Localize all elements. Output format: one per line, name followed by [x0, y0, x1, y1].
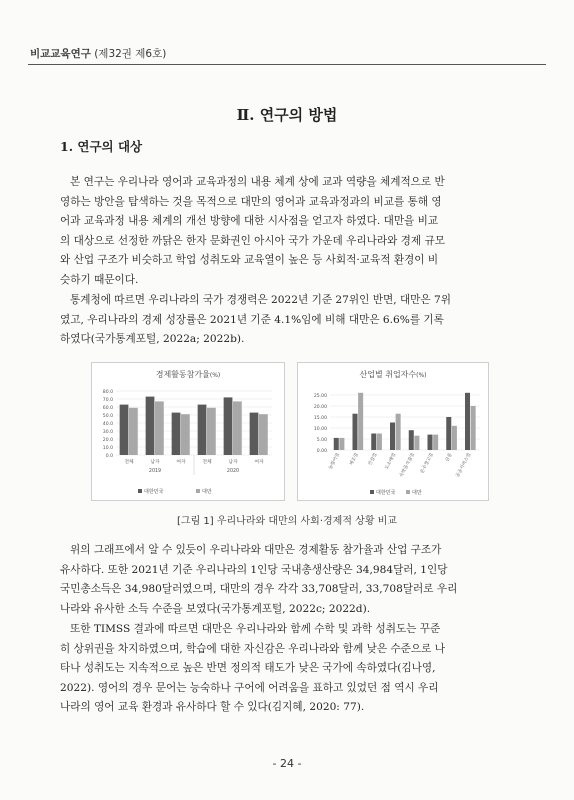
y-tick-label: 0.0	[105, 454, 113, 459]
paragraph-1	[60, 173, 514, 291]
bar-taiwan	[181, 414, 190, 455]
y-tick-label: 30.0	[102, 430, 113, 435]
bar-taiwan	[259, 414, 268, 455]
text-line: 어과 교육과정 내용 체계의 개선 방향에 대한 시사점을 얻고자 하였다. 대만을 비교	[60, 215, 439, 228]
text-line: 나라와 유사한 소득 수준을 보였다(국가통계포털, 2022c; 2022d).	[60, 602, 371, 615]
chart-title: 경제활동참가율(%)	[155, 370, 221, 379]
text-line: 국민총소득은 34,980달러였으며, 대만의 경우 각각 33,708달러, 33,708달러로 우리	[60, 583, 458, 596]
bar-korea	[371, 434, 376, 451]
y-tick-label: 40.0	[102, 422, 113, 427]
bar-taiwan	[433, 435, 438, 450]
x-tick-label: 숙박음식점업	[399, 452, 417, 479]
text-line: 통계청에 따르면 우리나라의 국가 경쟁력은 2022년 기준 27위인 반면, 대만은 7위	[70, 294, 451, 306]
legend-swatch	[406, 490, 410, 494]
figure-caption: [그림 1] 우리나라와 대만의 사회·경제적 상황 비교	[177, 516, 397, 527]
bar-taiwan	[358, 393, 363, 450]
x-tick-label: 도소매업	[384, 452, 398, 471]
bar-korea	[172, 413, 181, 455]
bar-korea	[120, 405, 129, 455]
subsection-title: 1. 연구의 대상	[60, 139, 143, 154]
bar-taiwan	[452, 426, 457, 450]
text-line: 히 상위권을 차지하였으며, 학습에 대한 자신감은 우리나라와 함께 낮은 수준으로 나	[60, 642, 445, 655]
bar-taiwan	[207, 408, 216, 455]
chart-title: 산업별 취업자수(%)	[359, 370, 427, 379]
text-line: 나라의 영어 교육 환경과 유사하다 할 수 있다(김지혜, 2020: 77).	[60, 701, 365, 714]
y-tick-label: 20.00	[313, 405, 327, 410]
bar-taiwan	[377, 434, 382, 451]
bar-taiwan	[129, 408, 138, 455]
bar-korea	[465, 393, 470, 450]
x-group-label: 2020	[226, 469, 240, 474]
x-tick-label: 여자	[176, 460, 186, 465]
legend-label: 대한민국	[144, 489, 164, 495]
legend-label: 대한민국	[376, 490, 396, 496]
bar-korea	[250, 413, 259, 455]
chart-plot	[92, 363, 284, 500]
y-tick-label: 20.0	[102, 438, 113, 443]
y-tick-label: 70.0	[102, 398, 113, 403]
bar-taiwan	[471, 406, 476, 450]
header-rule	[28, 64, 546, 65]
text-line: 의 대상으로 선정한 까닭은 한자 문화권인 아시아 국가 가운데 우리나라와 경제 규모	[60, 234, 445, 247]
y-tick-label: 25.00	[313, 394, 327, 399]
bar-korea	[146, 397, 155, 455]
x-group-label: 2019	[148, 469, 162, 474]
text-line: 와 산업 구조가 비슷하고 학업 성취도와 교육열이 높은 등 사회적·교육적 환경이 비	[60, 254, 439, 267]
bar-taiwan	[396, 414, 401, 450]
bar-taiwan	[414, 436, 419, 450]
text-line: 타나 성취도는 지속적으로 높은 반면 정의적 태도가 낮은 국가에 속하였다(김나영,	[60, 662, 436, 675]
page-number: - 24 -	[272, 757, 302, 770]
chart-employment-by-industry	[297, 362, 489, 501]
bar-korea	[198, 405, 207, 455]
bar-korea	[428, 435, 433, 450]
bar-korea	[390, 423, 395, 451]
text-line: 본 연구는 우리나라 영어과 교육과정의 내용 체계 상에 교과 역량을 체계적으로 반	[70, 176, 445, 188]
chart-plot	[298, 363, 488, 500]
y-tick-label: 10.0	[102, 446, 113, 451]
text-line: 유사하다. 또한 2021년 기준 우리나라의 1인당 국내총생산량은 34,984달러, 1인당	[60, 563, 448, 576]
text-line: 영하는 방안을 탐색하는 것을 목적으로 대만의 영어과 교육과정과의 비교를 통해 영	[60, 195, 442, 208]
legend-label: 대만	[412, 490, 422, 496]
bar-taiwan	[233, 401, 242, 455]
y-tick-label: 10.00	[313, 427, 327, 432]
paragraph-2	[60, 291, 514, 350]
paragraph-3	[60, 541, 514, 619]
x-tick-label: 금융	[445, 452, 454, 463]
legend-swatch	[370, 490, 374, 494]
text-line: 였고, 우리나라의 경제 성장률은 2021년 기준 4.1%임에 비해 대만은 6.6%를 기록	[60, 313, 444, 326]
legend-swatch	[138, 489, 142, 493]
y-tick-label: 80.0	[102, 390, 113, 395]
running-header	[30, 46, 166, 61]
bar-taiwan	[339, 438, 344, 450]
text-line: 슷하기 때문이다.	[60, 273, 139, 286]
text-line: 위의 그래프에서 알 수 있듯이 우리나라와 대만은 경제활동 참가율과 산업 구조가	[70, 544, 442, 556]
bar-korea	[409, 430, 414, 450]
journal-name: 비교교육연구	[30, 48, 91, 60]
bar-korea	[224, 397, 233, 455]
paragraph-4	[60, 620, 514, 718]
bar-taiwan	[155, 401, 164, 455]
y-tick-label: 50.0	[102, 414, 113, 419]
x-tick-label: 공공서비스업	[455, 452, 473, 479]
text-line: 2022). 영어의 경우 문어는 능숙하나 구어에 어려움을 표하고 있었던 점 역시 우리	[60, 681, 439, 694]
bar-korea	[446, 417, 451, 450]
x-tick-label: 여자	[254, 460, 264, 465]
text-line: 하였다(국가통계포털, 2022a; 2022b).	[60, 333, 245, 346]
x-tick-label: 제조업	[349, 452, 360, 467]
bar-korea	[353, 414, 358, 450]
x-tick-label: 농림어업	[328, 452, 342, 471]
legend-label: 대만	[202, 489, 212, 495]
x-tick-label: 전체	[202, 460, 212, 465]
y-tick-label: 15.00	[313, 416, 327, 421]
section-title: Ⅱ. 연구의 방법	[236, 106, 338, 124]
x-tick-label: 건설업	[367, 452, 379, 467]
bar-korea	[334, 438, 339, 450]
chart-labor-participation	[91, 362, 285, 501]
x-tick-label: 남자	[150, 460, 160, 465]
legend-swatch	[196, 489, 200, 493]
journal-volume: (제32권 제6호)	[94, 48, 167, 60]
x-tick-label: 남자	[228, 460, 238, 465]
y-tick-label: 60.0	[102, 406, 113, 411]
y-tick-label: 5.00	[316, 438, 327, 443]
x-tick-label: 운수창고업	[420, 452, 435, 475]
x-tick-label: 전체	[124, 460, 134, 465]
text-line: 또한 TIMSS 결과에 따르면 대만은 우리나라와 함께 수학 및 과학 성취도는 꾸준	[70, 623, 441, 635]
y-tick-label: 0.00	[316, 449, 327, 454]
